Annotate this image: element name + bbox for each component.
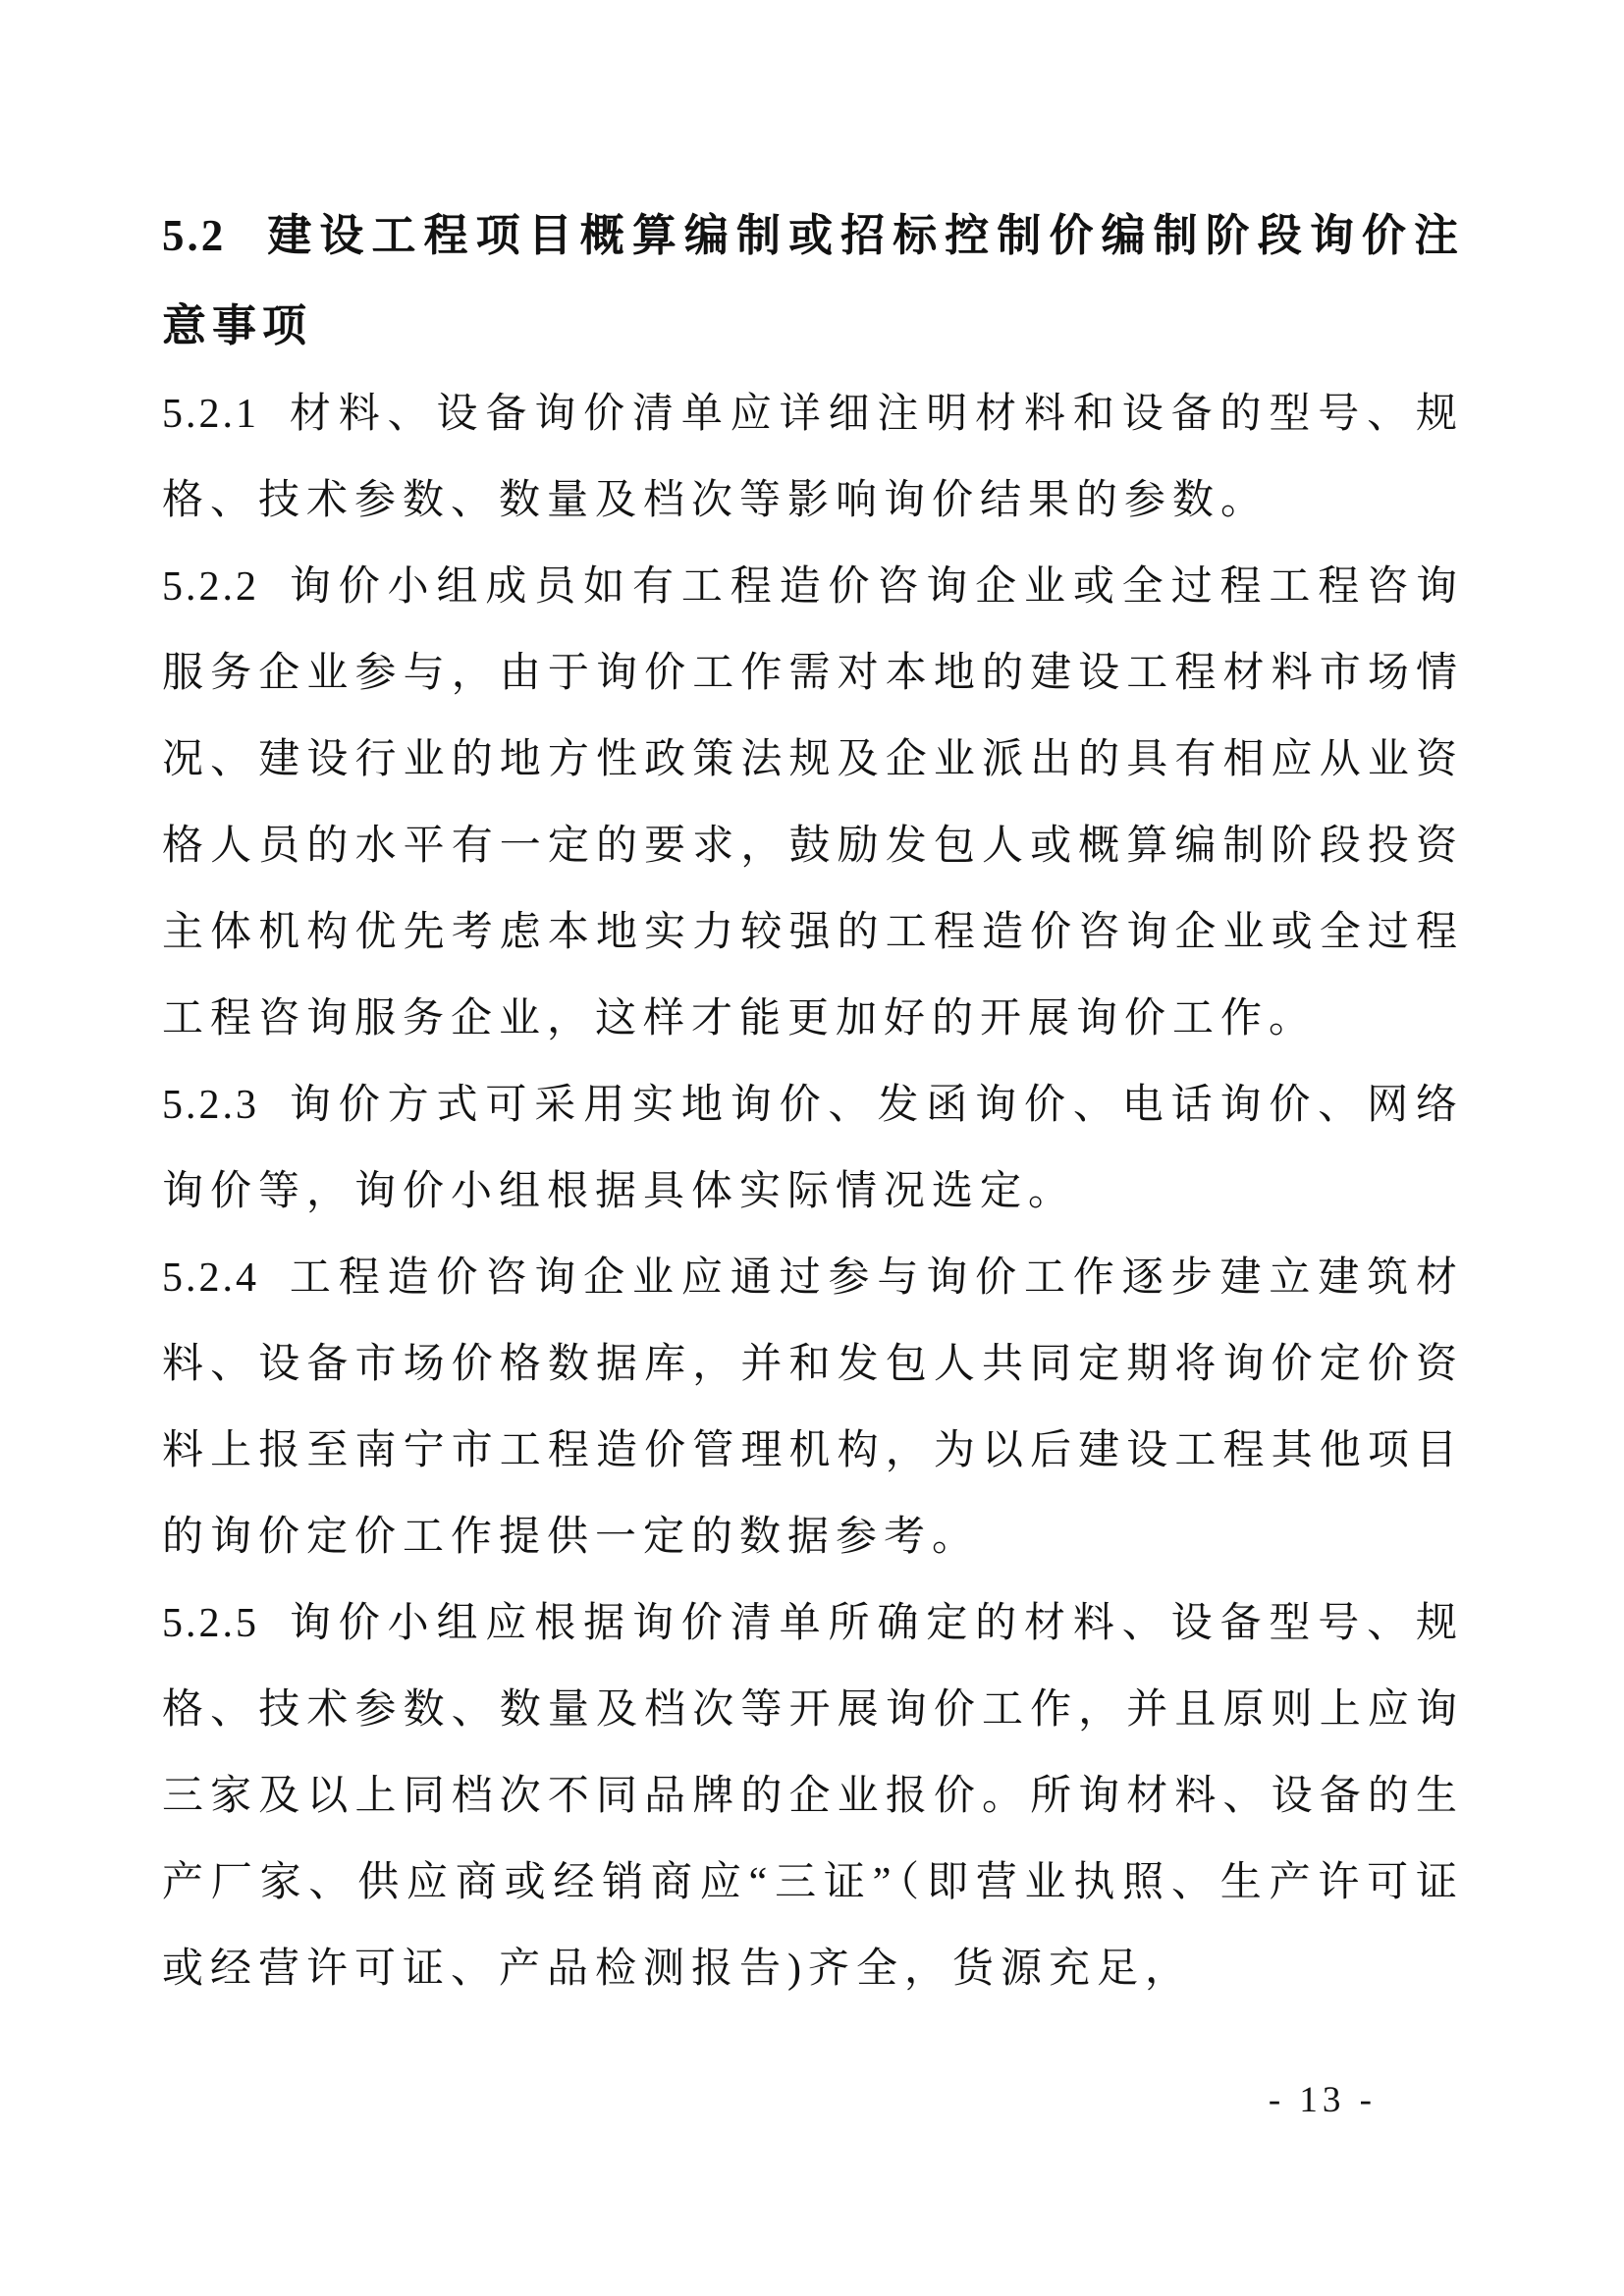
section-heading bbox=[162, 190, 1464, 371]
clause-number: 5.2.5 bbox=[162, 1601, 259, 1646]
document-body bbox=[162, 190, 1464, 2012]
clause-5-2-4 bbox=[162, 1235, 1464, 1580]
clause-number: 5.2.1 bbox=[162, 392, 259, 437]
clause-5-2-1 bbox=[162, 371, 1464, 544]
clause-text: 询价小组成员如有工程造价咨询企业或全过程工程咨询服务企业参与，由于询价工作需对本地的建设工程材料市场情况、建设行业的地方性政策法规及企业派出的具有相应从业资格人员的水平有一定的要求，鼓励发包人或概算编制阶段投资主体机构优先考虑本地实力较强的工程造价咨询企业或全过程工程咨询服务企业，这样才能更加好的开展询价工作。 bbox=[162, 564, 1464, 1041]
page-number: - 13 - bbox=[1268, 2080, 1377, 2120]
section-title: 建设工程项目概算编制或招标控制价编制阶段询价注意事项 bbox=[162, 211, 1464, 350]
clause-5-2-3 bbox=[162, 1062, 1464, 1235]
clause-text: 询价小组应根据询价清单所确定的材料、设备型号、规格、技术参数、数量及档次等开展询价工作，并且原则上应询三家及以上同档次不同品牌的企业报价。所询材料、设备的生产厂家、供应商或经销商应“三证”（即营业执照、生产许可证或经营许可证、产品检测报告)齐全，货源充足， bbox=[162, 1601, 1464, 1992]
clause-number: 5.2.2 bbox=[162, 564, 259, 610]
clause-text: 询价方式可采用实地询价、发函询价、电话询价、网络询价等，询价小组根据具体实际情况选定。 bbox=[162, 1083, 1464, 1214]
clause-5-2-2 bbox=[162, 544, 1464, 1062]
clause-text: 工程造价咨询企业应通过参与询价工作逐步建立建筑材料、设备市场价格数据库，并和发包人共同定期将询价定价资料上报至南宁市工程造价管理机构，为以后建设工程其他项目的询价定价工作提供一定的数据参考。 bbox=[162, 1255, 1464, 1560]
section-number: 5.2 bbox=[162, 211, 227, 260]
clause-number: 5.2.4 bbox=[162, 1255, 259, 1301]
clause-5-2-5 bbox=[162, 1580, 1464, 2012]
clause-number: 5.2.3 bbox=[162, 1083, 259, 1128]
clause-text: 材料、设备询价清单应详细注明材料和设备的型号、规格、技术参数、数量及档次等影响询价结果的参数。 bbox=[162, 392, 1464, 523]
